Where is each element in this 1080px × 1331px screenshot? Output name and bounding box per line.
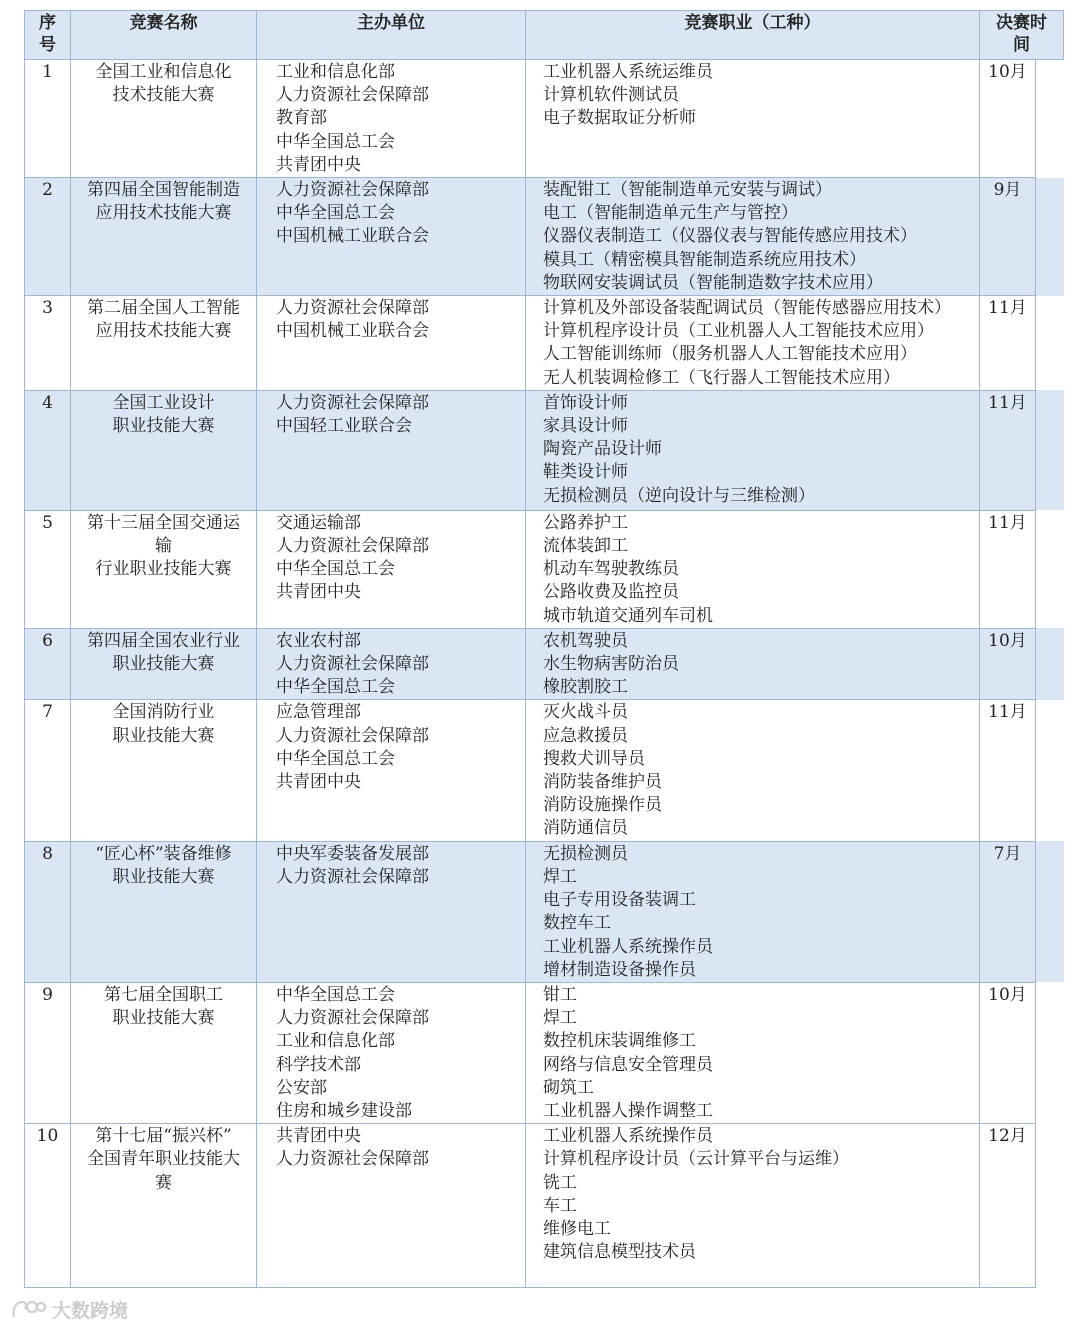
cell-competition-name (71, 296, 257, 391)
logo-mark-icon (10, 1297, 48, 1323)
table-row (25, 60, 1064, 178)
occupation-item: 工业机器人系统操作员 (543, 936, 713, 957)
occupation-item: 公路养护工 (543, 512, 628, 533)
cell-organizers (257, 296, 526, 391)
organizer-item: 中国轻工业联合会 (276, 416, 412, 437)
organizer-item: 共青团中央 (276, 1126, 361, 1147)
cell-final-time: 10月 (980, 628, 1036, 700)
competition-name-line: 第四届全国智能制造 (87, 180, 240, 201)
header-organizer: 主办单位 (257, 11, 526, 60)
occupation-item: 物联网安装调试员（智能制造数字技术应用） (543, 272, 883, 293)
occupation-item: 模具工（精密模具智能制造系统应用技术） (543, 249, 866, 270)
organizer-item: 应急管理部 (276, 702, 361, 723)
occupation-item: 城市轨道交通列车司机 (543, 605, 713, 626)
occupation-item: 灭火战斗员 (543, 702, 628, 723)
occupation-item: 无损检测员 (543, 843, 628, 864)
cell-occupations (526, 982, 980, 1123)
competition-name-line: 全国青年职业技能大 (87, 1149, 240, 1170)
competition-name-line: 职业技能大赛 (112, 1008, 215, 1029)
organizer-item: 人力资源社会保障部 (276, 866, 429, 887)
cell-serial-number: 6 (25, 628, 71, 700)
organizer-item: 人力资源社会保障部 (276, 1149, 429, 1170)
organizer-item: 工业和信息化部 (276, 62, 395, 82)
table-row (25, 700, 1064, 841)
organizer-item: 人力资源社会保障部 (276, 654, 429, 675)
competition-name-line: 应用技术技能大赛 (95, 203, 232, 224)
cell-spacer (1036, 178, 1064, 296)
cell-organizers (257, 1124, 526, 1288)
cell-serial-number: 9 (25, 982, 71, 1123)
cell-competition-name (71, 510, 257, 628)
occupation-item: 消防设施操作员 (543, 795, 662, 816)
organizer-item: 中华全国总工会 (276, 203, 395, 224)
occupation-item: 应急救援员 (543, 725, 628, 746)
competition-name-line: 职业技能大赛 (112, 725, 215, 746)
cell-serial-number: 2 (25, 178, 71, 296)
table-body (25, 60, 1064, 1288)
occupation-item: 人工智能训练师（服务机器人人工智能技术应用） (543, 344, 917, 365)
organizer-item: 人力资源社会保障部 (276, 725, 429, 746)
cell-occupations (526, 178, 980, 296)
organizer-item: 共青团中央 (276, 772, 361, 793)
cell-spacer (1036, 628, 1064, 700)
organizer-item: 中国机械工业联合会 (276, 226, 429, 247)
cell-spacer (1036, 700, 1064, 841)
occupation-item: 建筑信息模型技术员 (543, 1242, 696, 1263)
occupation-item: 数控车工 (543, 913, 611, 934)
table-row (25, 1124, 1064, 1288)
competition-name-line: 输 (155, 536, 172, 557)
cell-competition-name (71, 982, 257, 1123)
competition-table (24, 10, 1064, 1288)
cell-organizers (257, 628, 526, 700)
organizer-item: 共青团中央 (276, 154, 361, 175)
occupation-item: 橡胶割胶工 (543, 677, 628, 698)
cell-organizers (257, 841, 526, 982)
occupation-item: 首饰设计师 (543, 392, 628, 413)
cell-occupations (526, 628, 980, 700)
cell-occupations (526, 700, 980, 841)
competition-name-line: “匠心杯”装备维修 (95, 843, 232, 864)
organizer-item: 共青团中央 (276, 582, 361, 603)
cell-spacer (1036, 982, 1064, 1123)
table-row (25, 178, 1064, 296)
occupation-item: 计算机软件测试员 (543, 85, 679, 106)
occupation-item: 焊工 (543, 1008, 577, 1029)
cell-spacer (1036, 841, 1064, 982)
occupation-item: 搜救犬训导员 (543, 748, 645, 769)
cell-serial-number: 1 (25, 60, 71, 178)
occupation-item: 数控机床装调维修工 (543, 1031, 696, 1052)
cell-final-time: 11月 (980, 390, 1036, 510)
cell-serial-number: 10 (25, 1124, 71, 1288)
competition-name-line: 全国工业设计 (112, 392, 215, 413)
competition-name-line: 应用技术技能大赛 (95, 321, 232, 342)
organizer-item: 农业农村部 (276, 630, 361, 651)
occupation-item: 无人机装调检修工（飞行器人工智能技术应用） (543, 367, 900, 388)
occupation-item: 农机驾驶员 (543, 630, 628, 651)
cell-competition-name (71, 178, 257, 296)
cell-spacer (1036, 510, 1064, 628)
cell-competition-name (71, 841, 257, 982)
organizer-item: 住房和城乡建设部 (276, 1100, 412, 1121)
cell-occupations (526, 1124, 980, 1288)
cell-organizers (257, 390, 526, 510)
cell-serial-number: 4 (25, 390, 71, 510)
occupation-item: 机动车驾驶教练员 (543, 559, 679, 580)
organizer-item: 中国机械工业联合会 (276, 321, 429, 342)
cell-final-time: 11月 (980, 700, 1036, 841)
cell-spacer (1036, 296, 1064, 391)
occupation-item: 计算机程序设计员（工业机器人人工智能技术应用） (543, 321, 934, 342)
occupation-item: 车工 (543, 1195, 577, 1216)
watermark-logo (10, 1296, 128, 1323)
organizer-item: 中华全国总工会 (276, 131, 395, 152)
occupation-item: 焊工 (543, 866, 577, 887)
competition-name-line: 第十三届全国交通运 (87, 512, 240, 533)
cell-final-time: 11月 (980, 296, 1036, 391)
competition-name-line: 第十七届“振兴杯” (95, 1126, 232, 1147)
occupation-item: 增材制造设备操作员 (543, 959, 696, 980)
occupation-item: 流体装卸工 (543, 536, 628, 557)
occupation-item: 公路收费及监控员 (543, 582, 679, 603)
cell-competition-name (71, 628, 257, 700)
competition-name-line: 职业技能大赛 (112, 866, 215, 887)
cell-occupations (526, 60, 980, 178)
cell-occupations (526, 390, 980, 510)
cell-serial-number: 3 (25, 296, 71, 391)
cell-competition-name (71, 390, 257, 510)
competition-name-line: 第二届全国人工智能 (87, 298, 240, 319)
cell-final-time: 7月 (980, 841, 1036, 982)
watermark-text: 大数跨境 (52, 1300, 129, 1322)
cell-competition-name (71, 1124, 257, 1288)
occupation-item: 陶瓷产品设计师 (543, 439, 662, 460)
occupation-item: 维修电工 (543, 1218, 611, 1239)
organizer-item: 中华全国总工会 (276, 984, 395, 1005)
occupation-item: 计算机及外部设备装配调试员（智能传感器应用技术） (543, 298, 951, 319)
cell-occupations (526, 296, 980, 391)
cell-final-time: 11月 (980, 510, 1036, 628)
competition-name-line: 全国工业和信息化 (95, 62, 232, 82)
table-row (25, 982, 1064, 1123)
organizer-item: 工业和信息化部 (276, 1031, 395, 1052)
organizer-item: 中华全国总工会 (276, 559, 395, 580)
table-row (25, 510, 1064, 628)
organizer-item: 人力资源社会保障部 (276, 1008, 429, 1029)
cell-competition-name (71, 700, 257, 841)
cell-serial-number: 7 (25, 700, 71, 841)
table-row (25, 296, 1064, 391)
table-row (25, 841, 1064, 982)
cell-organizers (257, 700, 526, 841)
competition-table-container (24, 10, 1063, 1288)
cell-occupations (526, 841, 980, 982)
cell-spacer (1036, 1124, 1064, 1288)
cell-final-time: 10月 (980, 982, 1036, 1123)
occupation-item: 家具设计师 (543, 416, 628, 437)
table-row (25, 390, 1064, 510)
occupation-item: 网络与信息安全管理员 (543, 1054, 713, 1075)
occupation-item: 工业机器人系统运维员 (543, 62, 713, 82)
competition-name-line: 第四届全国农业行业 (87, 630, 240, 651)
occupation-item: 电工（智能制造单元生产与管控） (543, 203, 798, 224)
cell-occupations (526, 510, 980, 628)
cell-final-time: 9月 (980, 178, 1036, 296)
table-row (25, 628, 1064, 700)
occupation-item: 计算机程序设计员（云计算平台与运维） (543, 1149, 849, 1170)
occupation-item: 工业机器人操作调整工 (543, 1100, 713, 1121)
organizer-item: 人力资源社会保障部 (276, 536, 429, 557)
cell-competition-name (71, 60, 257, 178)
header-final-time: 决赛时 间 (980, 11, 1064, 60)
competition-name-line: 行业职业技能大赛 (95, 559, 232, 580)
occupation-item: 消防装备维护员 (543, 772, 662, 793)
occupation-item: 电子专用设备装调工 (543, 890, 696, 911)
organizer-item: 中华全国总工会 (276, 677, 395, 698)
occupation-item: 铣工 (543, 1172, 577, 1193)
cell-final-time: 10月 (980, 60, 1036, 178)
organizer-item: 中央军委装备发展部 (276, 843, 429, 864)
occupation-item: 钳工 (543, 984, 577, 1005)
cell-organizers (257, 178, 526, 296)
competition-name-line: 第七届全国职工 (104, 984, 223, 1005)
cell-final-time: 12月 (980, 1124, 1036, 1288)
header-serial-number: 序 号 (25, 11, 71, 60)
occupation-item: 无损检测员（逆向设计与三维检测） (543, 485, 815, 506)
table-header-row (25, 11, 1064, 60)
competition-name-line: 全国消防行业 (112, 702, 215, 723)
competition-name-line: 赛 (155, 1172, 172, 1193)
header-competition-name: 竞赛名称 (71, 11, 257, 60)
cell-serial-number: 5 (25, 510, 71, 628)
occupation-item: 鞋类设计师 (543, 462, 628, 483)
occupation-item: 水生物病害防治员 (543, 654, 679, 675)
cell-spacer (1036, 60, 1064, 178)
occupation-item: 装配钳工（智能制造单元安装与调试） (543, 180, 832, 201)
occupation-item: 消防通信员 (543, 818, 628, 839)
competition-name-line: 职业技能大赛 (112, 416, 215, 437)
competition-name-line: 职业技能大赛 (112, 654, 215, 675)
occupation-item: 电子数据取证分析师 (543, 108, 696, 129)
organizer-item: 中华全国总工会 (276, 748, 395, 769)
organizer-item: 公安部 (276, 1077, 327, 1098)
occupation-item: 工业机器人系统操作员 (543, 1126, 713, 1147)
organizer-item: 人力资源社会保障部 (276, 180, 429, 201)
occupation-item: 仪器仪表制造工（仪器仪表与智能传感应用技术） (543, 226, 917, 247)
competition-name-line: 技术技能大赛 (112, 85, 215, 106)
organizer-item: 人力资源社会保障部 (276, 85, 429, 106)
occupation-item: 砌筑工 (543, 1077, 594, 1098)
header-occupations: 竞赛职业（工种） (526, 11, 980, 60)
cell-organizers (257, 982, 526, 1123)
cell-organizers (257, 510, 526, 628)
organizer-item: 人力资源社会保障部 (276, 392, 429, 413)
cell-serial-number: 8 (25, 841, 71, 982)
organizer-item: 交通运输部 (276, 512, 361, 533)
cell-spacer (1036, 390, 1064, 510)
cell-organizers (257, 60, 526, 178)
organizer-item: 人力资源社会保障部 (276, 298, 429, 319)
organizer-item: 教育部 (276, 108, 327, 129)
organizer-item: 科学技术部 (276, 1054, 361, 1075)
